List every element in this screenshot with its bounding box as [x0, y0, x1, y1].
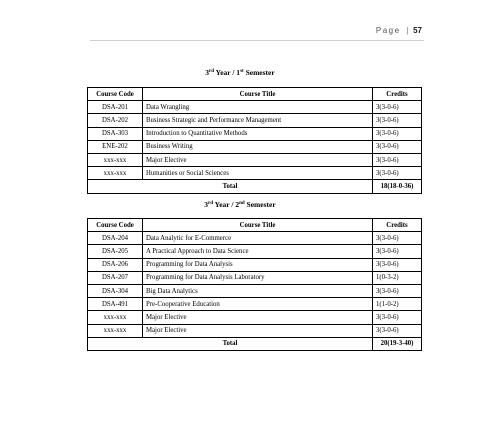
column-header-title: Course Title — [143, 219, 373, 232]
table-header-row — [88, 88, 422, 101]
total-row — [88, 180, 422, 193]
table-row — [88, 258, 422, 271]
column-header-credits: Credits — [373, 88, 422, 101]
table-row — [88, 232, 422, 245]
course-code: DSA-205 — [88, 245, 143, 258]
semester-title-1: 3rd Year / 1st Semester — [205, 68, 275, 77]
total-label: Total — [88, 180, 373, 193]
course-code: DSA-206 — [88, 258, 143, 271]
course-credits: 3(3-0-6) — [373, 127, 422, 140]
total-row — [88, 337, 422, 350]
course-credits: 3(3-0-6) — [373, 140, 422, 153]
table-row — [88, 284, 422, 297]
page-number — [376, 26, 422, 35]
course-title: Introduction to Quantitative Methods — [143, 127, 373, 140]
column-header-credits: Credits — [373, 219, 422, 232]
total-credits: 18(18-0-36) — [373, 180, 422, 193]
course-credits: 3(3-0-6) — [373, 258, 422, 271]
page-number-value: 57 — [413, 26, 422, 35]
table-row — [88, 140, 422, 153]
course-title: Humanities or Social Sciences — [143, 167, 373, 180]
course-table-semester-2 — [87, 218, 422, 351]
page-separator: | — [406, 26, 409, 35]
course-credits: 3(3-0-6) — [373, 311, 422, 324]
course-title: Data Analytic for E-Commerce — [143, 232, 373, 245]
semester-title-2: 3rd Year / 2nd Semester — [204, 200, 276, 209]
course-title: Major Elective — [143, 153, 373, 166]
course-title: Data Wrangling — [143, 101, 373, 114]
course-code: DSA-303 — [88, 127, 143, 140]
course-code: DSA-207 — [88, 271, 143, 284]
course-credits: 3(3-0-6) — [373, 324, 422, 337]
course-code: xxx-xxx — [88, 324, 143, 337]
table-header-row — [88, 219, 422, 232]
course-title: A Practical Approach to Data Science — [143, 245, 373, 258]
course-credits: 3(3-0-6) — [373, 153, 422, 166]
page-word: Page — [375, 26, 401, 35]
course-title: Pre-Cooperative Education — [143, 298, 373, 311]
course-title: Major Elective — [143, 324, 373, 337]
column-header-code: Course Code — [88, 88, 143, 101]
table-row — [88, 245, 422, 258]
total-credits: 20(19-3-40) — [373, 337, 422, 350]
course-title: Major Elective — [143, 311, 373, 324]
total-label: Total — [88, 337, 373, 350]
course-code: ENE-202 — [88, 140, 143, 153]
course-credits: 1(1-0-2) — [373, 298, 422, 311]
course-credits: 3(3-0-6) — [373, 101, 422, 114]
table-row — [88, 271, 422, 284]
course-code: xxx-xxx — [88, 311, 143, 324]
table-row — [88, 127, 422, 140]
course-title: Big Data Analytics — [143, 284, 373, 297]
course-credits: 3(3-0-6) — [373, 167, 422, 180]
table-row — [88, 167, 422, 180]
table-row — [88, 324, 422, 337]
course-credits: 3(3-0-6) — [373, 114, 422, 127]
course-code: xxx-xxx — [88, 153, 143, 166]
course-credits: 3(3-0-6) — [373, 232, 422, 245]
header-rule — [90, 40, 424, 41]
course-code: DSA-204 — [88, 232, 143, 245]
course-code: xxx-xxx — [88, 167, 143, 180]
column-header-code: Course Code — [88, 219, 143, 232]
table-row — [88, 114, 422, 127]
course-title: Business Strategic and Performance Management — [143, 114, 373, 127]
course-code: DSA-491 — [88, 298, 143, 311]
page-header — [0, 0, 480, 40]
course-code: DSA-304 — [88, 284, 143, 297]
table-row — [88, 311, 422, 324]
course-credits: 3(3-0-6) — [373, 245, 422, 258]
course-code: DSA-202 — [88, 114, 143, 127]
course-table-semester-1 — [87, 87, 422, 194]
column-header-title: Course Title — [143, 88, 373, 101]
course-title: Programming for Data Analysis Laboratory — [143, 271, 373, 284]
table-row — [88, 298, 422, 311]
course-credits: 3(3-0-6) — [373, 284, 422, 297]
course-code: DSA-201 — [88, 101, 143, 114]
table-row — [88, 101, 422, 114]
course-credits: 1(0-3-2) — [373, 271, 422, 284]
course-title: Business Writing — [143, 140, 373, 153]
course-title: Programming for Data Analysis — [143, 258, 373, 271]
table-row — [88, 153, 422, 166]
